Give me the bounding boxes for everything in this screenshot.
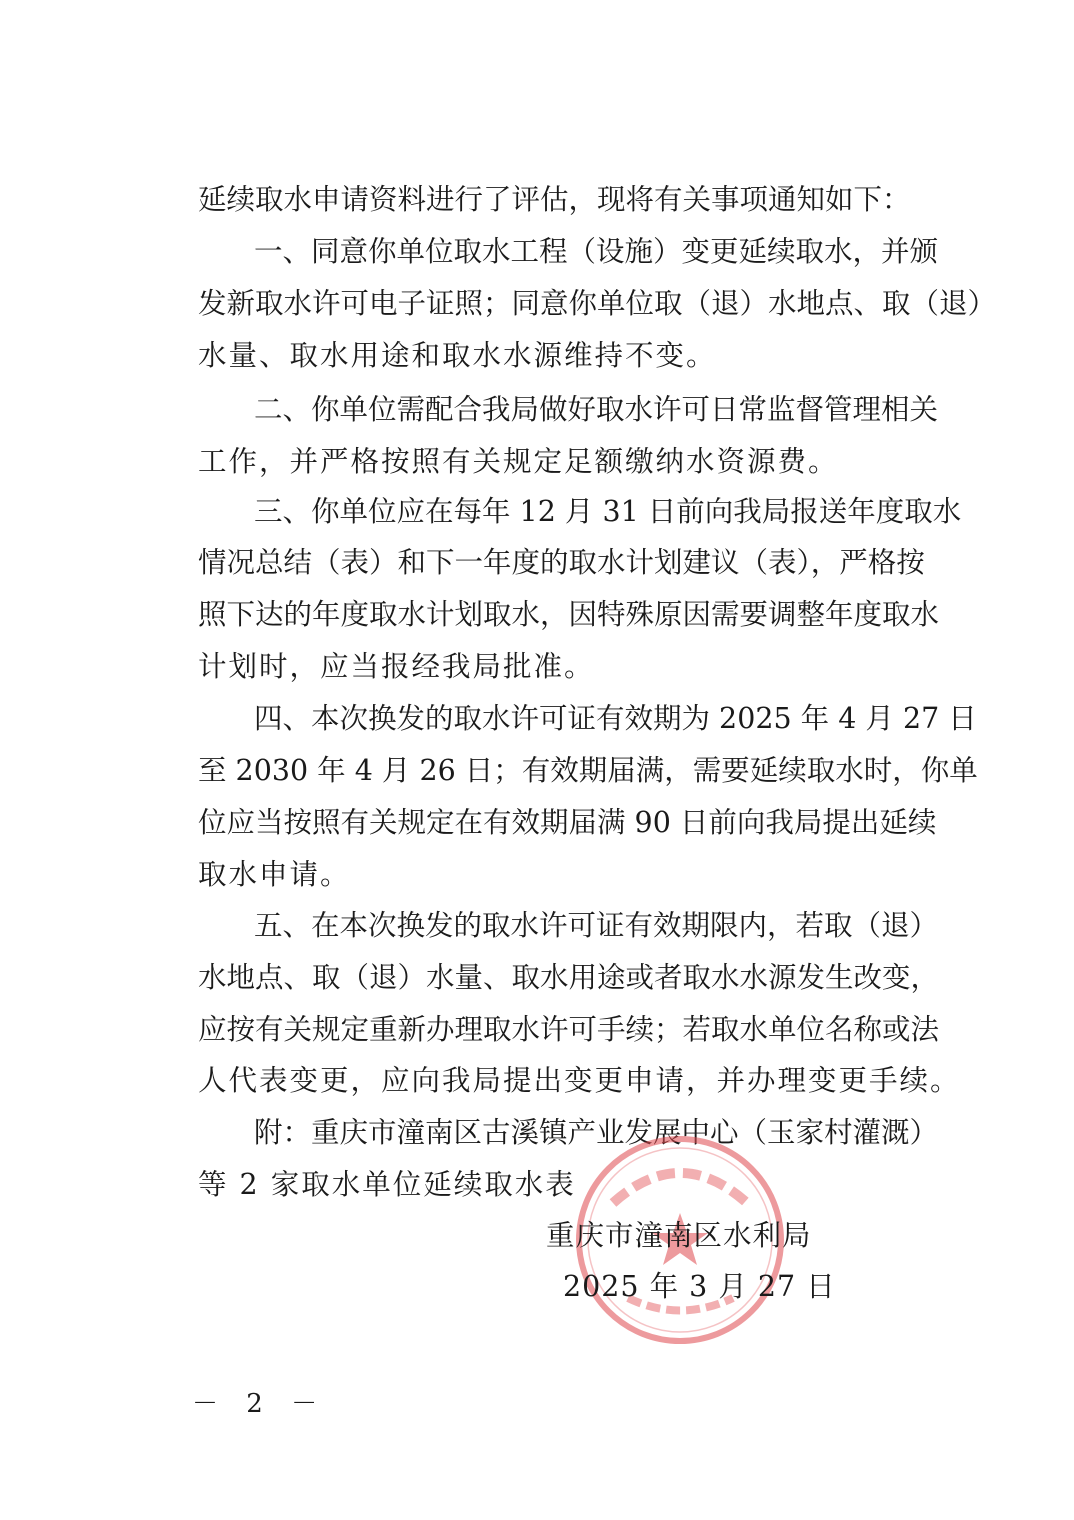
paragraph-5-line-2: 水地点、取（退）水量、取水用途或者取水水源发生改变， (198, 961, 940, 994)
paragraph-5-line-3: 应按有关规定重新办理取水许可手续；若取水单位名称或法 (198, 1013, 940, 1046)
paragraph-4-line-2: 至 2030 年 4 月 26 日；有效期届满，需要延续取水时，你单 (198, 754, 978, 787)
paragraph-4-line-1: 四、本次换发的取水许可证有效期为 2025 年 4 月 27 日 (254, 702, 977, 735)
paragraph-1-line-2: 发新取水许可电子证照；同意你单位取（退）水地点、取（退） (198, 287, 997, 320)
paragraph-3-line-2: 情况总结（表）和下一年度的取水计划建议（表），严格按 (198, 546, 925, 579)
paragraph-5-line-4: 人代表变更，应向我局提出变更申请，并办理变更手续。 (198, 1064, 961, 1097)
paragraph-2-line-1: 二、你单位需配合我局做好取水许可日常监督管理相关 (254, 393, 939, 426)
attachment-line-1: 附：重庆市潼南区古溪镇产业发展中心（玉家村灌溉） (254, 1116, 939, 1149)
paragraph-1-line-3: 水量、取水用途和取水水源维持不变。 (198, 339, 717, 372)
signature-date: 2025 年 3 月 27 日 (563, 1270, 836, 1303)
paragraph-3-line-3: 照下达的年度取水计划取水，因特殊原因需要调整年度取水 (198, 598, 940, 631)
attachment-line-2: 等 2 家取水单位延续取水表 (198, 1168, 576, 1201)
signature-organization: 重庆市潼南区水利局 (546, 1219, 812, 1252)
paragraph-3-line-4: 计划时，应当报经我局批准。 (198, 650, 595, 683)
paragraph-4-line-4: 取水申请。 (198, 858, 351, 891)
paragraph-1-line-1: 一、同意你单位取水工程（设施）变更延续取水，并颁 (254, 235, 939, 268)
paragraph-4-line-3: 位应当按照有关规定在有效期届满 90 日前向我局提出延续 (198, 806, 937, 839)
paragraph-3-line-1: 三、你单位应在每年 12 月 31 日前向我局报送年度取水 (254, 495, 962, 528)
paragraph-2-line-2: 工作，并严格按照有关规定足额缴纳水资源费。 (198, 445, 839, 478)
body-line-1: 延续取水申请资料进行了评估，现将有关事项通知如下： (198, 183, 911, 216)
page-number: － 2 － (192, 1389, 328, 1419)
paragraph-5-line-1: 五、在本次换发的取水许可证有效期限内，若取（退） (254, 909, 939, 942)
